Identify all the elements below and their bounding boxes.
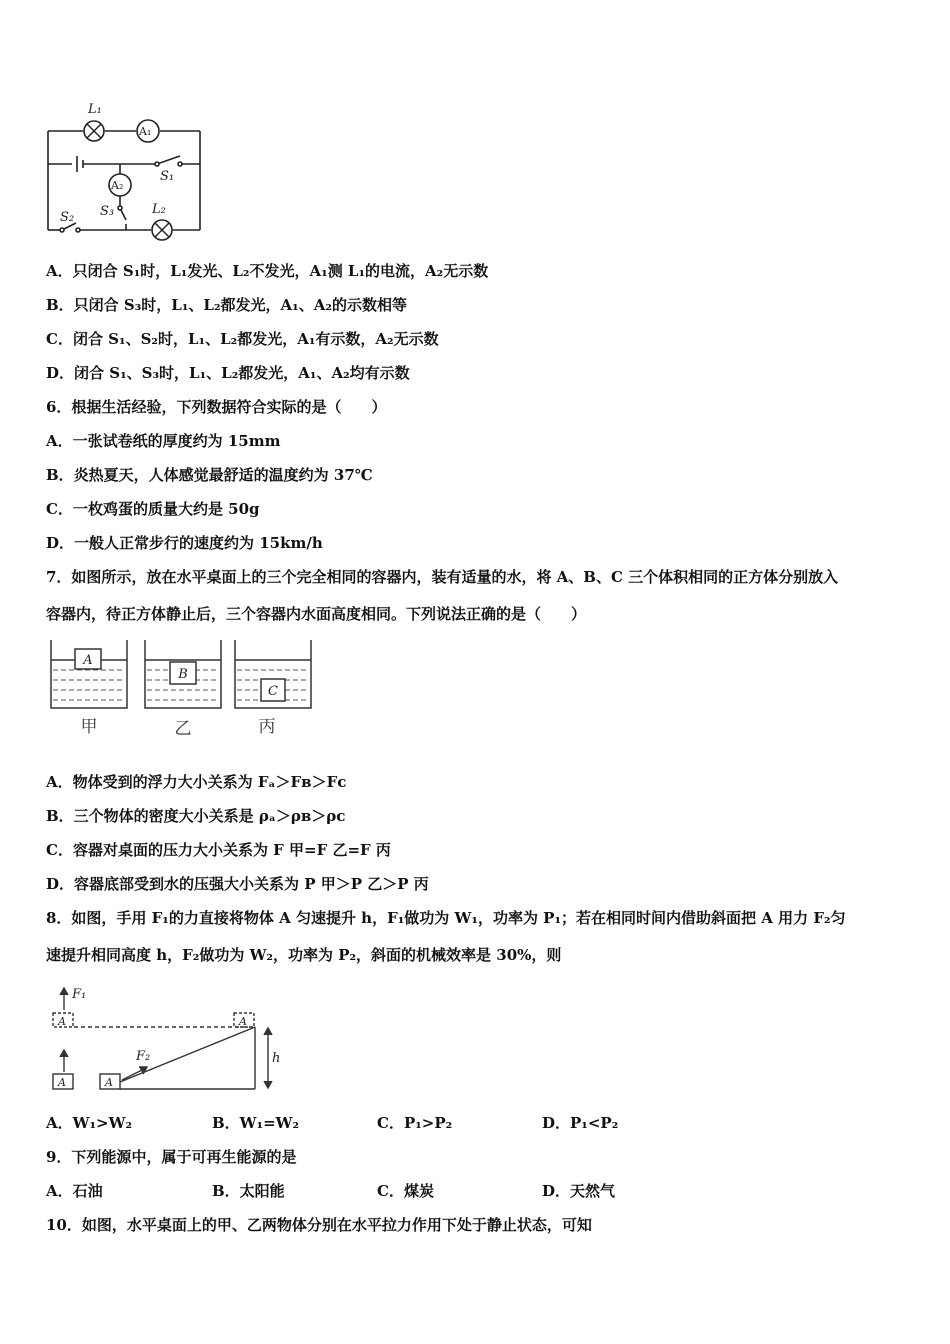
label-s1: S₁ [160,169,175,184]
label-a-incline-top: A [239,1015,247,1028]
q5-option-c: C．闭合 S₁、S₂时，L₁、L₂都发光，A₁有示数，A₂无示数 [46,330,439,348]
q5-option-b: B．只闭合 S₃时，L₁、L₂都发光，A₁、A₂的示数相等 [46,296,407,314]
q8-option-a: A．W₁>W₂ [46,1114,133,1132]
q6-option-a: A．一张试卷纸的厚度约为 15mm [46,432,281,450]
q8-stem-line2: 速提升相同高度 h，F₂做功为 W₂，功率为 P₂，斜面的机械效率是 30%，则 [46,946,562,964]
q5-option-d: D．闭合 S₁、S₃时，L₁、L₂都发光，A₁、A₂均有示数 [46,364,410,382]
q8-stem-line1: 8．如图，手用 F₁的力直接将物体 A 匀速提升 h，F₁做功为 W₁，功率为 P₁；若在相同时间内借助斜面把 A 用力 F₂匀 [46,909,846,927]
q8-option-b: B．W₁=W₂ [212,1114,300,1132]
circuit-diagram [40,98,210,248]
q9-option-c: C．煤炭 [377,1182,434,1200]
label-f2: F₂ [136,1049,151,1064]
label-l1: L₁ [88,102,102,117]
q10-stem: 10．如图，水平桌面上的甲、乙两物体分别在水平拉力作用下处于静止状态，可知 [46,1216,592,1234]
switch-s1-contact [178,162,182,166]
q5-option-a: A．只闭合 S₁时，L₁发光、L₂不发光，A₁测 L₁的电流，A₂无示数 [46,262,489,280]
q7-option-c: C．容器对桌面的压力大小关系为 F 甲=F 乙=F 丙 [46,841,391,859]
q9-option-a: A．石油 [46,1182,103,1200]
block-b-label: B [178,667,188,682]
containers-figure [45,638,325,743]
label-f1: F₁ [72,987,87,1002]
label-h: h [272,1051,281,1066]
label-a-bottom-left: A [58,1076,66,1089]
q7-stem-line2: 容器内，待正方体静止后，三个容器内水面高度相同。下列说法正确的是（ ） [46,605,587,623]
q6-option-c: C．一枚鸡蛋的质量大约是 50g [46,500,260,518]
container-caption-yi: 乙 [174,719,192,739]
q6-option-b: B．炎热夏天，人体感觉最舒适的温度约为 37℃ [46,466,373,484]
q9-option-b: B．太阳能 [212,1182,285,1200]
switch-s3-contact [118,206,122,210]
q7-stem-line1: 7．如图所示，放在水平桌面上的三个完全相同的容器内，装有适量的水，将 A、B、C 三个体积相同的正方体分别放入 [46,568,839,586]
container-caption-bing: 丙 [258,717,276,737]
q7-option-a: A．物体受到的浮力大小关系为 Fₐ＞Fʙ＞Fᴄ [46,773,347,791]
label-a1: A₁ [139,125,152,138]
label-s2: S₂ [60,210,75,225]
switch-s1-contact [155,162,159,166]
label-a-incline-base: A [105,1076,113,1089]
q9-option-d: D．天然气 [542,1182,616,1200]
label-a-top-left: A [58,1015,66,1028]
label-a2: A₂ [111,179,124,192]
label-l2: L₂ [152,202,166,217]
incline-figure [50,984,290,1094]
q6-option-d: D．一般人正常步行的速度约为 15km/h [46,534,323,552]
q6-stem: 6．根据生活经验，下列数据符合实际的是（ ） [46,398,387,416]
q8-option-d: D．P₁<P₂ [542,1114,619,1132]
label-s3: S₃ [100,204,115,219]
block-c-label: C [268,684,278,699]
q9-stem: 9．下列能源中，属于可再生能源的是 [46,1148,297,1166]
q8-option-c: C．P₁>P₂ [377,1114,453,1132]
block-a-label: A [83,653,93,668]
container-caption-jia: 甲 [80,717,98,737]
q7-option-d: D．容器底部受到水的压强大小关系为 P 甲＞P 乙＞P 丙 [46,875,429,893]
switch-s2-contact [60,228,64,232]
switch-s2-contact [76,228,80,232]
q7-option-b: B．三个物体的密度大小关系是 ρₐ＞ρʙ＞ρᴄ [46,807,346,825]
